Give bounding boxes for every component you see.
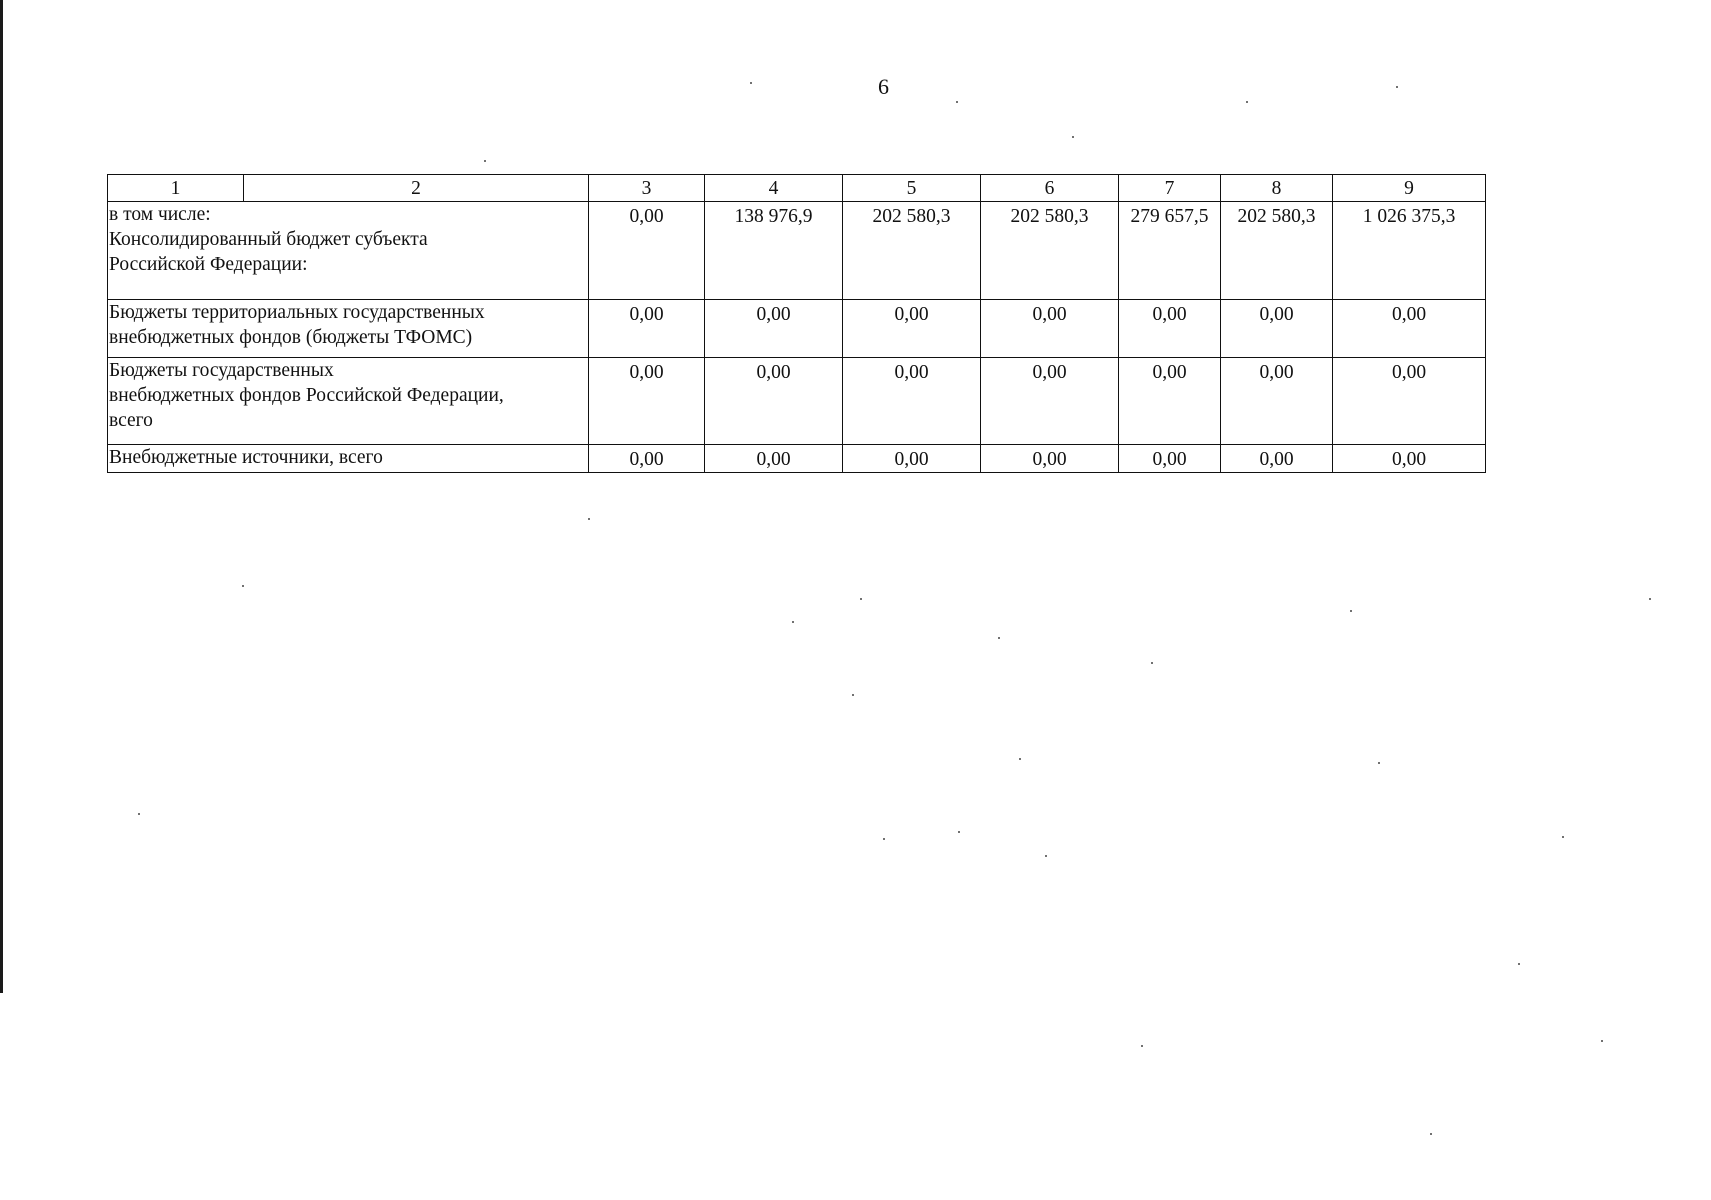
table-cell: 0,00 — [589, 358, 705, 445]
row-label-line: в том числе: — [109, 204, 211, 225]
scan-speck — [1141, 1045, 1143, 1047]
table-cell: 0,00 — [1221, 358, 1333, 445]
table-cell: 0,00 — [705, 300, 843, 358]
table-cell: 0,00 — [1119, 445, 1221, 473]
table-cell: 0,00 — [1221, 300, 1333, 358]
table-cell: 202 580,3 — [981, 202, 1119, 300]
table-cell: 0,00 — [843, 300, 981, 358]
table-cell: 0,00 — [981, 445, 1119, 473]
row-label-line: Бюджеты государственных — [109, 360, 334, 381]
scan-speck — [956, 101, 958, 103]
scan-speck — [1562, 836, 1564, 838]
row-label-line: всего — [109, 410, 153, 431]
column-number: 6 — [981, 175, 1119, 202]
row-label — [108, 300, 589, 358]
scan-speck — [484, 160, 486, 162]
column-number: 4 — [705, 175, 843, 202]
table-row — [108, 445, 1486, 473]
table-cell: 0,00 — [1119, 358, 1221, 445]
table-cell: 0,00 — [981, 358, 1119, 445]
table-cell: 0,00 — [1333, 358, 1486, 445]
scan-speck — [1072, 136, 1074, 138]
scan-speck — [750, 82, 752, 84]
scan-speck — [1396, 86, 1398, 88]
row-label-line: Бюджеты территориальных государственных — [109, 302, 485, 323]
scan-speck — [852, 694, 854, 696]
table-cell: 0,00 — [705, 445, 843, 473]
row-label-line: внебюджетных фондов (бюджеты ТФОМС) — [109, 327, 473, 348]
scan-speck — [1045, 855, 1047, 857]
page-number: 6 — [878, 74, 889, 99]
scan-speck — [1246, 101, 1248, 103]
table-cell: 202 580,3 — [1221, 202, 1333, 300]
table-cell: 0,00 — [843, 358, 981, 445]
column-number: 9 — [1333, 175, 1486, 202]
row-label-line: Российской Федерации: — [109, 254, 308, 275]
row-label — [108, 358, 589, 445]
column-number-row — [108, 175, 1486, 202]
scan-speck — [242, 585, 244, 587]
scan-speck — [860, 598, 862, 600]
table-row — [108, 202, 1486, 300]
scan-speck — [1350, 610, 1352, 612]
scan-speck — [1601, 1040, 1603, 1042]
scan-speck — [1430, 1133, 1432, 1135]
table-cell: 0,00 — [1119, 300, 1221, 358]
row-label-line: Внебюджетные источники, всего — [109, 447, 383, 468]
column-number: 8 — [1221, 175, 1333, 202]
column-number: 2 — [244, 175, 589, 202]
table-cell: 0,00 — [589, 445, 705, 473]
table-cell: 1 026 375,3 — [1333, 202, 1486, 300]
scan-speck — [958, 831, 960, 833]
scan-speck — [1151, 662, 1153, 664]
table-cell: 279 657,5 — [1119, 202, 1221, 300]
column-number: 7 — [1119, 175, 1221, 202]
table-row — [108, 300, 1486, 358]
scan-speck — [1378, 762, 1380, 764]
table-row — [108, 358, 1486, 445]
scan-speck — [1649, 598, 1651, 600]
column-number: 1 — [108, 175, 244, 202]
budget-table — [107, 174, 1486, 473]
table-cell: 0,00 — [1333, 300, 1486, 358]
row-label-line: внебюджетных фондов Российской Федерации, — [109, 385, 504, 406]
column-number: 5 — [843, 175, 981, 202]
scan-speck — [1019, 758, 1021, 760]
row-label — [108, 202, 589, 300]
table-cell: 0,00 — [843, 445, 981, 473]
table-cell: 138 976,9 — [705, 202, 843, 300]
row-label — [108, 445, 589, 473]
scan-speck — [1518, 963, 1520, 965]
table-cell: 0,00 — [589, 202, 705, 300]
table-cell: 0,00 — [589, 300, 705, 358]
table-cell: 0,00 — [981, 300, 1119, 358]
table-cell: 0,00 — [1333, 445, 1486, 473]
table-cell: 202 580,3 — [843, 202, 981, 300]
scan-speck — [998, 637, 1000, 639]
table-cell: 0,00 — [705, 358, 843, 445]
scan-speck — [883, 838, 885, 840]
column-number: 3 — [589, 175, 705, 202]
row-label-line: Консолидированный бюджет субъекта — [109, 229, 428, 250]
scan-edge — [0, 0, 3, 993]
scan-speck — [792, 621, 794, 623]
table-cell: 0,00 — [1221, 445, 1333, 473]
scan-speck — [588, 518, 590, 520]
scan-speck — [138, 813, 140, 815]
